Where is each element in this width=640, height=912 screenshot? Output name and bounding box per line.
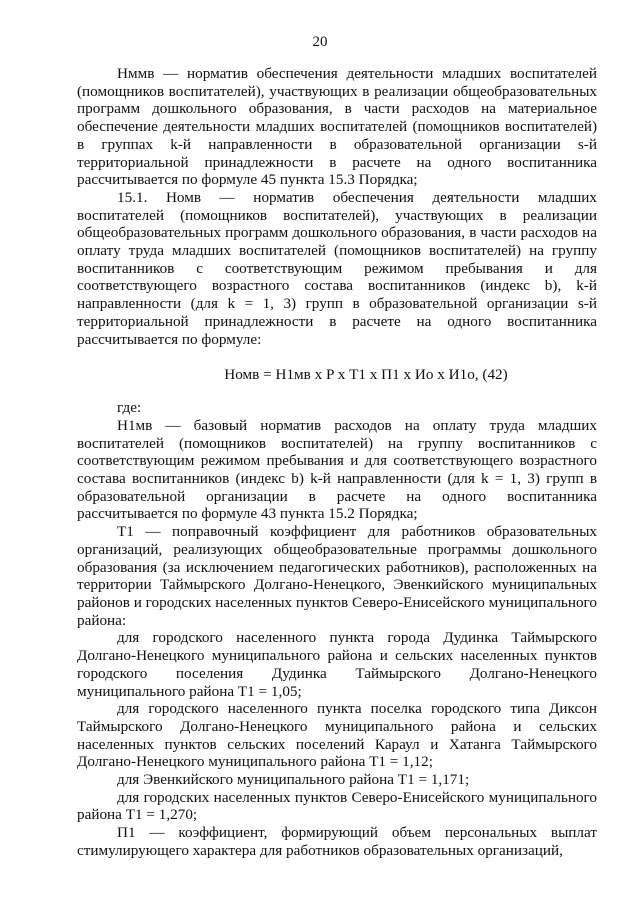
formula-42: Номв = Н1мв х P х Т1 х П1 х Ио х И1о, (42) [224, 366, 508, 384]
where-label: где: [117, 399, 142, 417]
paragraph-n1mv: Н1мв — базовый норматив расходов на оплату труда младших воспитателей (помощников воспитателей) на группу воспитанников с соответствующим режимом пребывания и для соответствующего возрастного состава воспитанников (индекс b) k-й направленности (для k = 1, 3) групп в образовательной организации в расчете на одного воспитанника рассчитывается по формуле 43 пункта 15.2 Порядка; [77, 416, 597, 523]
paragraph-dikson: для городского населенного пункта поселка городского типа Диксон Таймырского Долгано-Ненецкого муниципального района и сельских населенных пунктов сельских поселений Караул и Хатанга Таймырского Долгано-Ненецкого муниципального района Т1 = 1,12; [77, 700, 597, 771]
paragraph-15-1: 15.1. Номв — норматив обеспечения деятельности младших воспитателей (помощников воспитателей), участвующих в реализации общеобразовательных программ дошкольного образования, в части расходов на оплату труда младших воспитателей (помощников воспитателей) на группу воспитанников с соответствующим режимом пребывания и для соответствующего возрастного состава воспитанников (индекс b), k-й направленности (для k = 1, 3) групп в образовательной организации s-й территориальной принадлежности в расчете на одного воспитанника рассчитывается по формуле: [77, 188, 597, 348]
paragraph-severo-eniseisk: для городских населенных пунктов Северо-Енисейского муниципального района Т1 = 1,270; [77, 788, 597, 824]
document-body [77, 65, 597, 860]
paragraph-dudinka: для городского населенного пункта города Дудинка Таймырского Долгано-Ненецкого муниципального района и сельских населенных пунктов городского поселения Дудинка Таймырского Долгано-Ненецкого муниципального района Т1 = 1,05; [77, 629, 597, 700]
paragraph-evenki: для Эвенкийского муниципального района Т1 = 1,171; [117, 771, 470, 789]
paragraph-nmmv: Нммв — норматив обеспечения деятельности младших воспитателей (помощников воспитателей), участвующих в реализации общеобразовательных программ дошкольного образования, в части расходов на материальное обеспечение деятельности младших воспитателей (помощников воспитателей) в группах k-й направленности в образовательной организации s-й территориальной принадлежности в расчете на одного воспитанника рассчитывается по формуле 45 пункта 15.3 Порядка; [77, 65, 597, 189]
paragraph-p1: П1 — коэффициент, формирующий объем персональных выплат стимулирующего характера для работников образовательных организаций, [77, 824, 597, 859]
page-number: 20 [312, 34, 328, 50]
paragraph-t1: Т1 — поправочный коэффициент для работников образовательных организаций, реализующих общеобразовательные программы дошкольного образования (за исключением педагогических работников), расположенных на территории Таймырского Долгано-Ненецкого, Эвенкийского муниципальных районов и городских населенных пунктов Северо-Енисейского муниципального района: [77, 523, 597, 629]
